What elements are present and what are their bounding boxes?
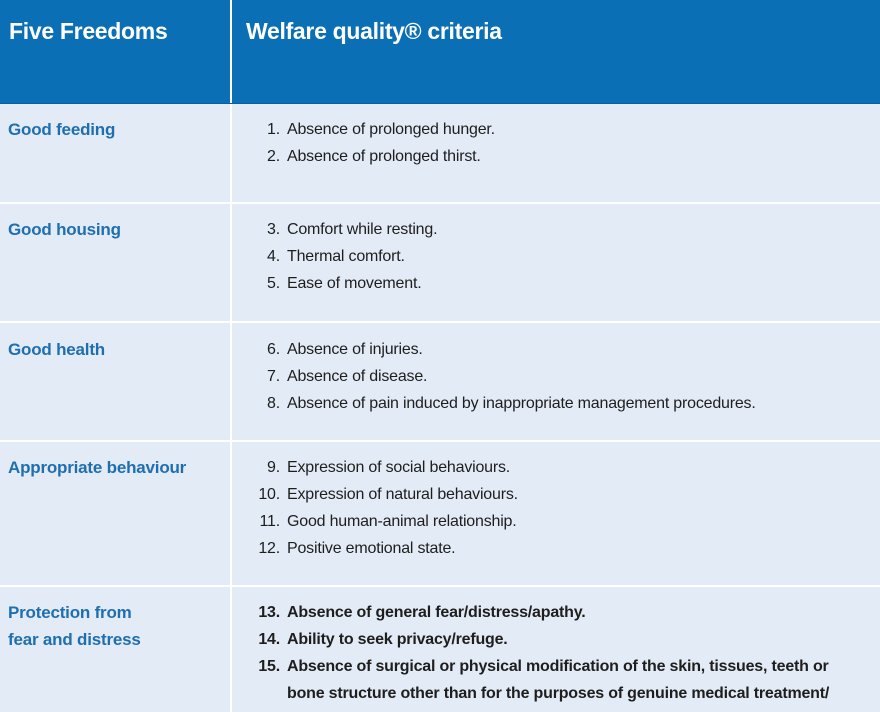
list-item: 12. Positive emotional state.	[258, 540, 456, 557]
table-row	[0, 587, 880, 712]
header-cell-freedoms	[0, 0, 232, 103]
criteria-list	[246, 599, 866, 707]
freedom-label-line2: fear and distress	[8, 630, 141, 649]
header-welfare-criteria: Welfare quality® criteria	[246, 18, 502, 44]
table-header	[0, 0, 880, 104]
list-item: 8. Absence of pain induced by inappropriate management procedures.	[267, 395, 756, 412]
list-item: 3. Comfort while resting.	[267, 221, 438, 238]
table-row	[0, 204, 880, 322]
list-item: 10. Expression of natural behaviours.	[258, 486, 518, 503]
criteria-list	[246, 216, 866, 297]
table-row	[0, 323, 880, 441]
list-item: 14. Ability to seek privacy/refuge.	[258, 631, 508, 648]
criteria-list	[246, 336, 866, 417]
list-item: 6. Absence of injuries.	[267, 341, 423, 358]
list-item: 4. Thermal comfort.	[267, 248, 405, 265]
freedom-label: Appropriate behaviour	[8, 458, 187, 477]
table-row	[0, 104, 880, 203]
list-item: 9. Expression of social behaviours.	[267, 459, 511, 476]
list-item-continuation: bone structure other than for the purposes of genuine medical treatment/	[287, 685, 830, 702]
list-item: 2. Absence of prolonged thirst.	[267, 148, 481, 165]
freedom-label: Good health	[8, 340, 105, 359]
freedom-label: Good housing	[8, 220, 121, 239]
freedom-label-line1: Protection from	[8, 603, 132, 622]
list-item: 13. Absence of general fear/distress/apathy.	[258, 604, 586, 621]
list-item: 1. Absence of prolonged hunger.	[267, 121, 495, 138]
list-item: 15. Absence of surgical or physical modification of the skin, tissues, teeth or	[258, 658, 829, 675]
criteria-list	[246, 116, 866, 170]
table-row	[0, 442, 880, 586]
list-item: 5. Ease of movement.	[267, 275, 422, 292]
freedom-label: Good feeding	[8, 120, 116, 139]
criteria-list	[246, 454, 866, 562]
header-five-freedoms: Five Freedoms	[9, 18, 168, 44]
list-item: 7. Absence of disease.	[267, 368, 428, 385]
list-item: 11. Good human-animal relationship.	[259, 513, 517, 530]
